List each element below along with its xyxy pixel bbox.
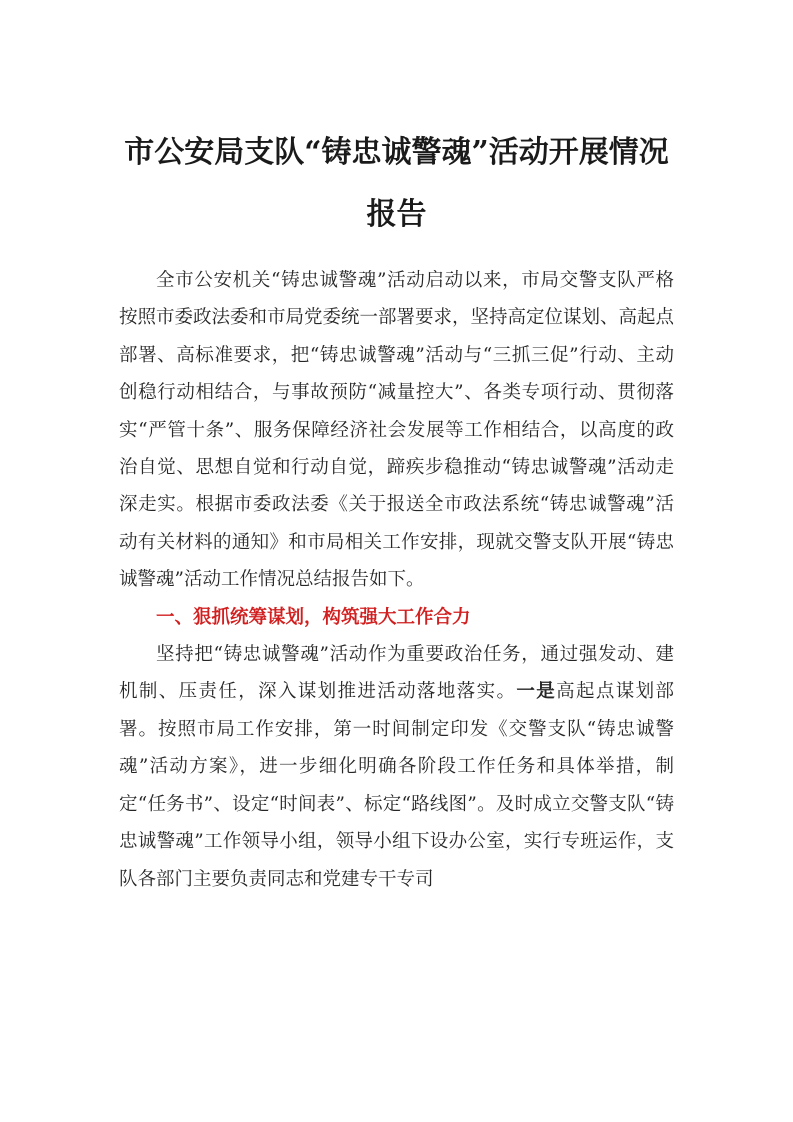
intro-paragraph: 全市公安机关“铸忠诚警魂”活动启动以来，市局交警支队严格按照市委政法委和市局党委统一部署要求，坚持高定位谋划、高起点部署、高标准要求，把“铸忠诚警魂”活动与“三抓三促”行动、主动创稳行动相结合，与事故预防“减量控大”、各类专项行动、贯彻落实“严管十条”、服务保障经济社会发展等工作相结合，以高度的政治自觉、思想自觉和行动自觉，蹄疾步稳推动“铸忠诚警魂”活动走深走实。根据市委政法委《关于报送全市政法系统“铸忠诚警魂”活动有关材料的通知》和市局相关工作安排，现就交警支队开展“铸忠诚警魂”活动工作情况总结报告如下。 [119, 270, 675, 591]
document-title-line-1: 市公安局支队“铸忠诚警魂”活动开展情况 [124, 135, 669, 170]
section-1-paragraph-rest: 高起点谋划部署。按照市局工作安排，第一时间制定印发《交警支队“铸忠诚警魂”活动方案》，进一步细化明确各阶段工作任务和具体举措，制定“任务书”、设定“时间表”、标定“路线图”。及时成立交警支队“铸忠诚警魂”工作领导小组，领导小组下设办公室，实行专班运作，支队各部门主要负责同志和党建专干专司 [119, 681, 674, 890]
document-body [119, 262, 674, 898]
section-heading-1: 一、狠抓统筹谋划，构筑强大工作合力 [156, 606, 471, 628]
document-title-line-2: 报告 [366, 197, 427, 232]
section-1-paragraph [119, 636, 674, 898]
section-1-lead-phrase: 一是 [516, 681, 557, 703]
section-1-paragraph-intro: 坚持把“铸忠诚警魂”活动作为重要政治任务，通过强发动、建机制、压责任，深入谋划推进活动落地落实。 [119, 644, 674, 703]
